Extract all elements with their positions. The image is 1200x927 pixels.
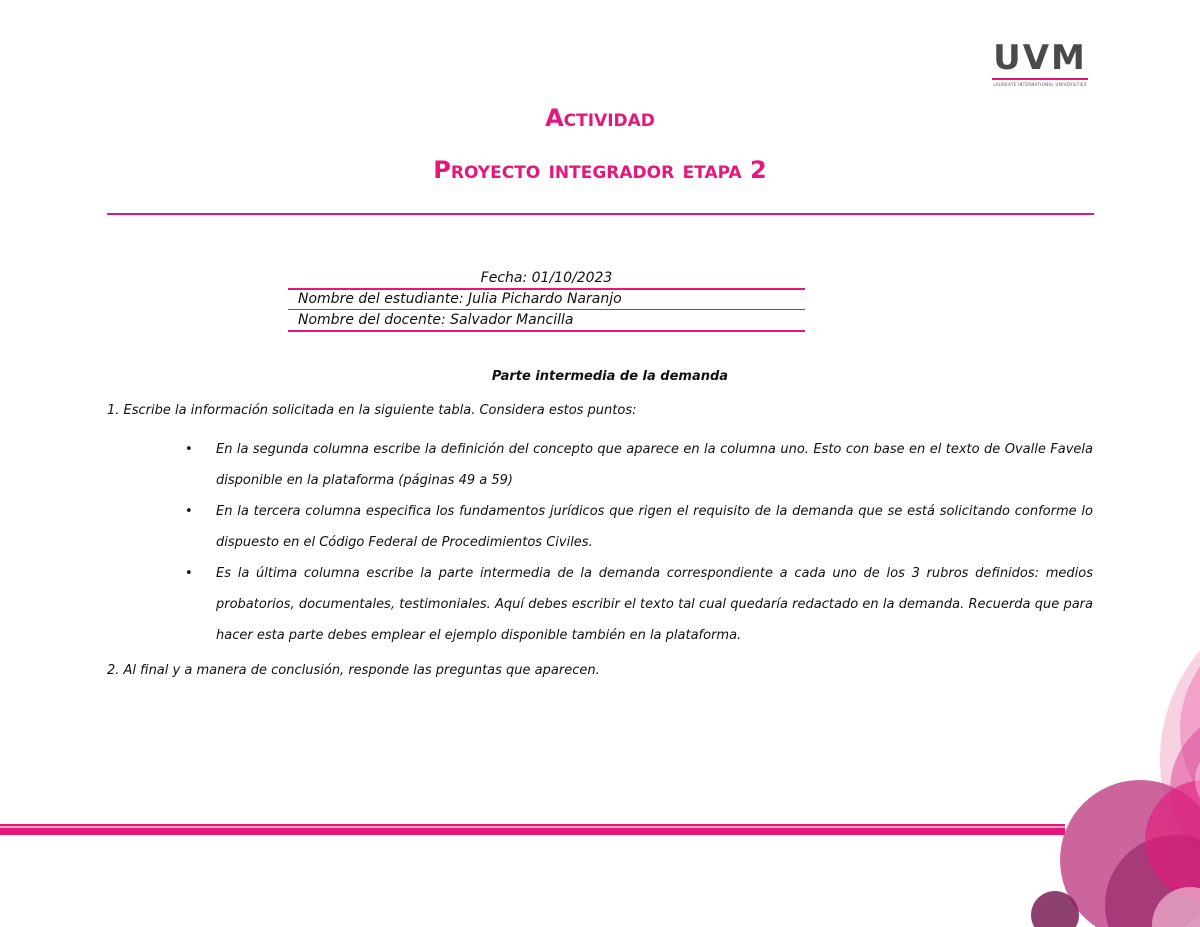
bullet-icon: • xyxy=(185,504,193,519)
bullet-icon: • xyxy=(185,442,193,457)
page-subtitle: Proyecto integrador etapa 2 xyxy=(433,156,767,184)
teacher-name-field: Nombre del docente: Salvador Mancilla xyxy=(298,312,574,328)
section-title: Parte intermedia de la demanda xyxy=(491,369,729,384)
bullet-icon: • xyxy=(185,566,193,581)
logo-text: UVM xyxy=(993,38,1087,78)
bullet-text: En la segunda columna escribe la definición del concepto que aparece en la columna uno. Esto con base en el texto de Ovalle Favela disponible en la plataforma (páginas 49 a 59) xyxy=(216,442,1093,488)
instruction-1: 1. Escribe la información solicitada en la siguiente tabla. Considera estos puntos: xyxy=(107,403,637,418)
logo-subtitle: LAUREATE INTERNATIONAL UNIVERSITIES xyxy=(993,82,1087,87)
footer-bar xyxy=(0,824,1065,835)
footer-bar-highlight xyxy=(0,826,1065,828)
fecha-field: Fecha: 01/10/2023 xyxy=(480,270,613,286)
decorative-circles xyxy=(1031,590,1200,927)
bullet-text: En la tercera columna especifica los fundamentos jurídicos que rigen el requisito de la demanda que se está solicitando conforme lo dispuesto en el Código Federal de Procedimientos Civiles. xyxy=(216,504,1093,550)
instruction-2: 2. Al final y a manera de conclusión, responde las preguntas que aparecen. xyxy=(107,663,600,678)
page-title: Actividad xyxy=(545,104,655,132)
bullet-text: Es la última columna escribe la parte intermedia de la demanda correspondiente a cada uno de los 3 rubros definidos: medios probatorios, documentales, testimoniales. Aquí debes escribir el texto tal cual quedaría redactado en la demanda. Recuerda que para hacer esta parte debes emplear el ejemplo disponible también en la plataforma. xyxy=(216,566,1093,643)
student-name-field: Nombre del estudiante: Julia Pichardo Naranjo xyxy=(298,291,622,307)
